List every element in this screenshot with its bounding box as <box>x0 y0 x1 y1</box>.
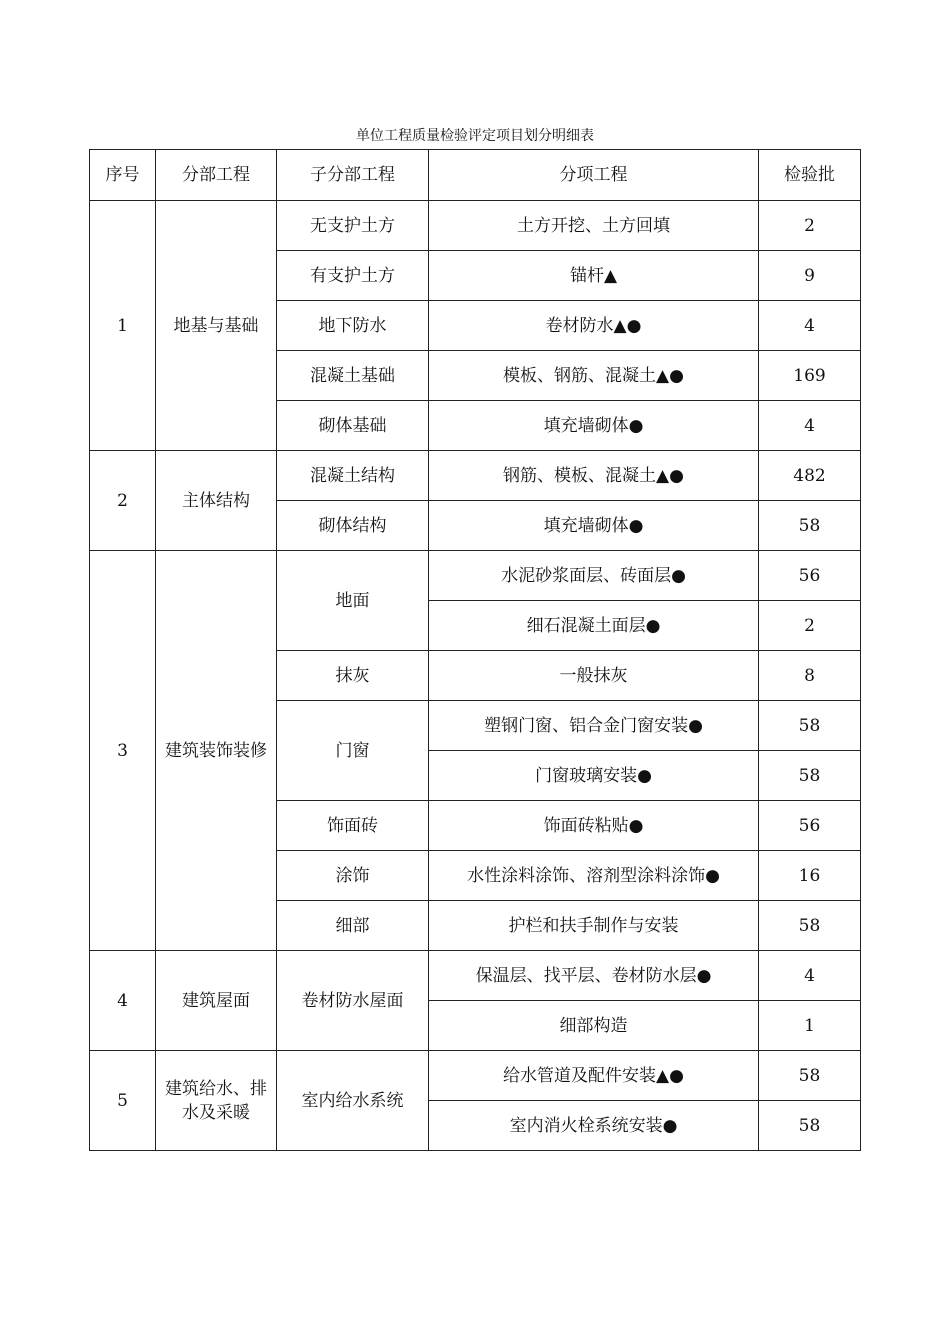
item-name: 填充墙砌体● <box>429 501 759 551</box>
item-name: 钢筋、模板、混凝土▲● <box>429 451 759 501</box>
table-body <box>90 201 861 1151</box>
table-row <box>90 1051 861 1101</box>
item-name: 饰面砖粘贴● <box>429 801 759 851</box>
division-name: 建筑给水、排水及采暖 <box>156 1051 277 1151</box>
subdivision-name: 混凝土基础 <box>277 351 429 401</box>
item-name: 保温层、找平层、卷材防水层● <box>429 951 759 1001</box>
batch-count: 58 <box>759 501 861 551</box>
batch-count: 4 <box>759 951 861 1001</box>
batch-count: 58 <box>759 701 861 751</box>
batch-count: 4 <box>759 401 861 451</box>
header-row <box>90 150 861 201</box>
subdivision-name: 砌体基础 <box>277 401 429 451</box>
batch-count: 58 <box>759 1051 861 1101</box>
batch-count: 9 <box>759 251 861 301</box>
batch-count: 4 <box>759 301 861 351</box>
division-name: 建筑装饰装修 <box>156 551 277 951</box>
item-name: 门窗玻璃安装● <box>429 751 759 801</box>
subdivision-name: 地面 <box>277 551 429 651</box>
batch-count: 8 <box>759 651 861 701</box>
subdivision-name: 地下防水 <box>277 301 429 351</box>
item-name: 室内消火栓系统安装● <box>429 1101 759 1151</box>
item-name: 土方开挖、土方回填 <box>429 201 759 251</box>
batch-count: 58 <box>759 751 861 801</box>
group-number: 2 <box>90 451 156 551</box>
header-no: 序号 <box>90 150 156 201</box>
batch-count: 169 <box>759 351 861 401</box>
batch-count: 58 <box>759 901 861 951</box>
subdivision-name: 混凝土结构 <box>277 451 429 501</box>
table-row <box>90 201 861 251</box>
subdivision-name: 抹灰 <box>277 651 429 701</box>
item-name: 填充墙砌体● <box>429 401 759 451</box>
batch-count: 482 <box>759 451 861 501</box>
table-row <box>90 451 861 501</box>
batch-count: 58 <box>759 1101 861 1151</box>
group-number: 4 <box>90 951 156 1051</box>
batch-count: 16 <box>759 851 861 901</box>
batch-count: 56 <box>759 551 861 601</box>
division-name: 地基与基础 <box>156 201 277 451</box>
batch-count: 2 <box>759 201 861 251</box>
inspection-table <box>89 149 861 1151</box>
item-name: 水性涂料涂饰、溶剂型涂料涂饰● <box>429 851 759 901</box>
batch-count: 56 <box>759 801 861 851</box>
header-batch: 检验批 <box>759 150 861 201</box>
item-name: 模板、钢筋、混凝土▲● <box>429 351 759 401</box>
subdivision-name: 涂饰 <box>277 851 429 901</box>
table-row <box>90 551 861 601</box>
item-name: 细部构造 <box>429 1001 759 1051</box>
item-name: 一般抹灰 <box>429 651 759 701</box>
batch-count: 2 <box>759 601 861 651</box>
item-name: 细石混凝土面层● <box>429 601 759 651</box>
header-subdivision: 子分部工程 <box>277 150 429 201</box>
subdivision-name: 细部 <box>277 901 429 951</box>
item-name: 水泥砂浆面层、砖面层● <box>429 551 759 601</box>
subdivision-name: 砌体结构 <box>277 501 429 551</box>
item-name: 卷材防水▲● <box>429 301 759 351</box>
table-row <box>90 951 861 1001</box>
group-number: 3 <box>90 551 156 951</box>
subdivision-name: 室内给水系统 <box>277 1051 429 1151</box>
item-name: 塑钢门窗、铝合金门窗安装● <box>429 701 759 751</box>
group-number: 5 <box>90 1051 156 1151</box>
subdivision-name: 无支护土方 <box>277 201 429 251</box>
group-number: 1 <box>90 201 156 451</box>
division-name: 主体结构 <box>156 451 277 551</box>
subdivision-name: 门窗 <box>277 701 429 801</box>
header-division: 分部工程 <box>156 150 277 201</box>
item-name: 给水管道及配件安装▲● <box>429 1051 759 1101</box>
subdivision-name: 卷材防水屋面 <box>277 951 429 1051</box>
subdivision-name: 有支护土方 <box>277 251 429 301</box>
subdivision-name: 饰面砖 <box>277 801 429 851</box>
item-name: 护栏和扶手制作与安装 <box>429 901 759 951</box>
batch-count: 1 <box>759 1001 861 1051</box>
table-title: 单位工程质量检验评定项目划分明细表 <box>356 128 594 144</box>
header-item: 分项工程 <box>429 150 759 201</box>
division-name: 建筑屋面 <box>156 951 277 1051</box>
item-name: 锚杆▲ <box>429 251 759 301</box>
